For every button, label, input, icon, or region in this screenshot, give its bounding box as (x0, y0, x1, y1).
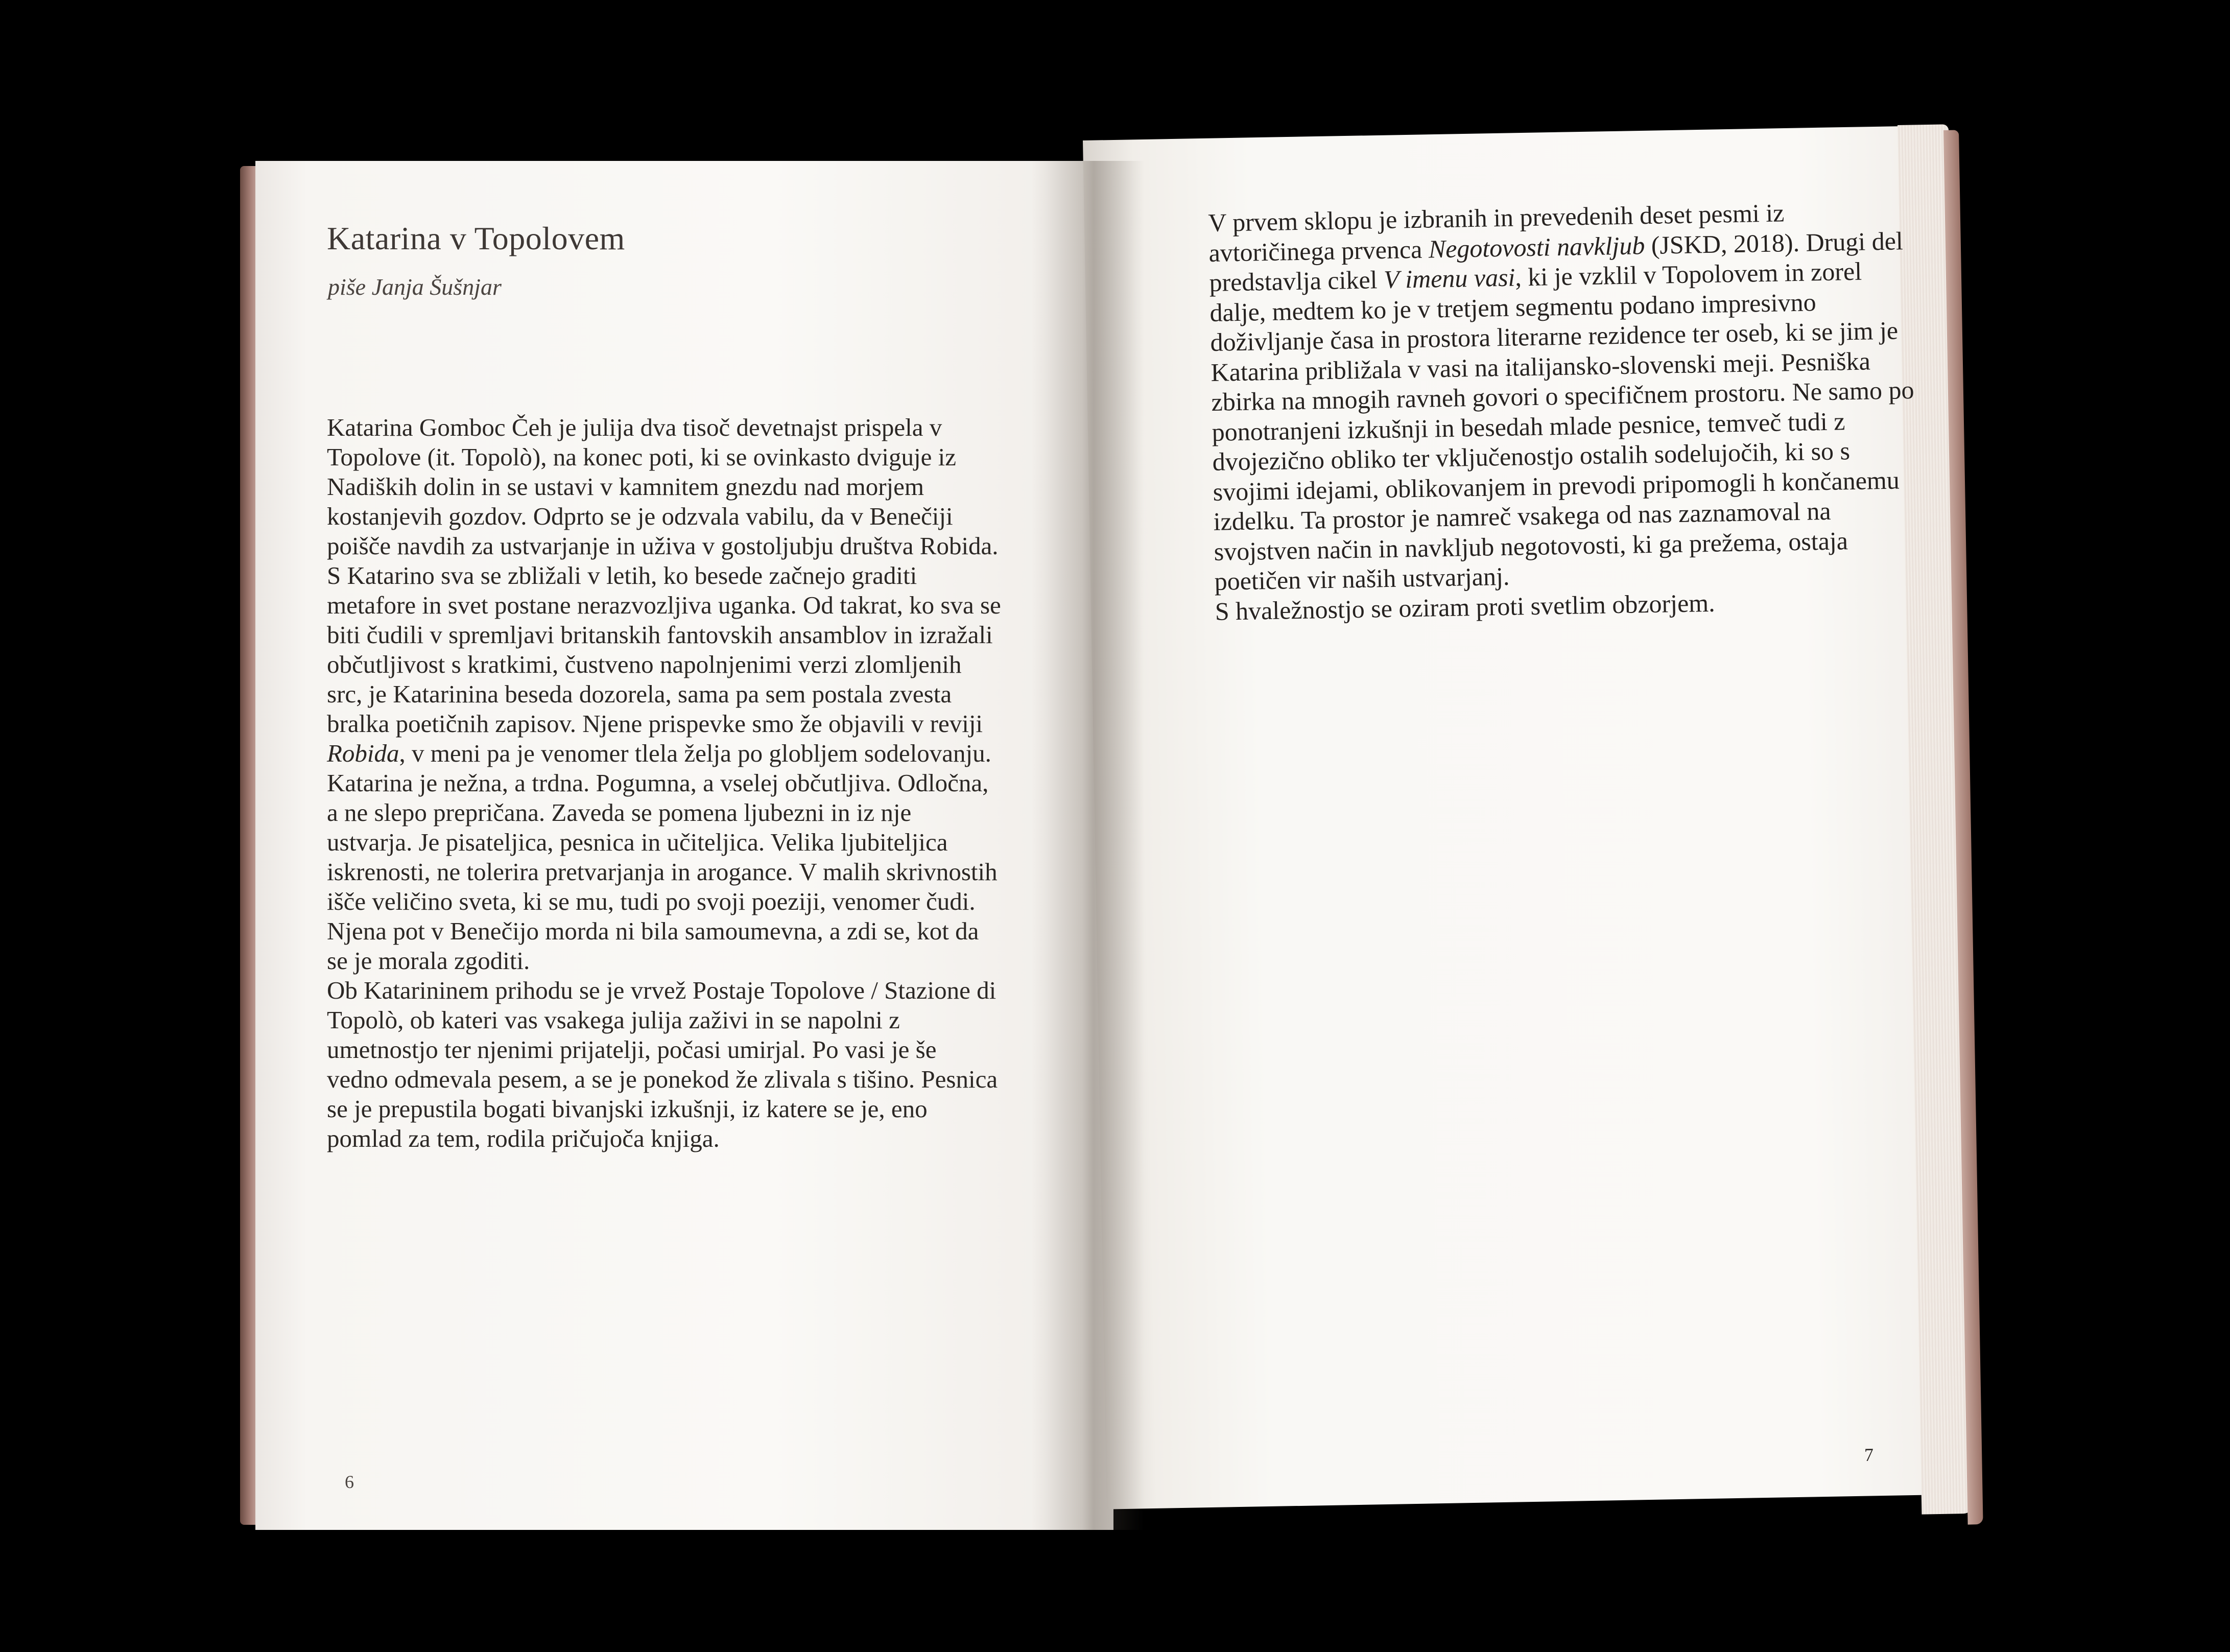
right-page-body (1208, 196, 1920, 626)
text-run: Katarina je nežna, a trdna. Pogumna, a vselej občutljiva. Odločna, a ne slepo prepričana. Zaveda se pomena ljubezni in iz nje ustvarja. Je pisateljica, pesnica in učiteljica. Velika ljubiteljica iskrenosti, ne tolerira pretvarjanja in arogance. V malih skrivnostih išče veličino sveta, ki se mu, tudi po svoji poeziji, venomer čudi. Njena pot v Benečijo morda ni bila samoumevna, a zdi se, kot da se je morala zgoditi. (327, 769, 998, 975)
byline: piše Janja Šušnjar (328, 274, 502, 300)
page-number-left: 6 (345, 1472, 354, 1492)
italic-title: V imenu vasi (1383, 263, 1515, 294)
page-title: Katarina v Topolovem (327, 220, 625, 256)
italic-title: Negotovosti navkljub (1428, 230, 1645, 263)
text-run: S hvaležnostjo se oziram proti svetlim obzorjem. (1215, 588, 1716, 626)
text-run: , v meni pa je venomer tlela želja po globljem sodelovanju. (399, 739, 991, 767)
text-run: V prvem sklopu je izbranih in prevedenih deset pesmi iz avtoričinega prvenca (1208, 198, 1785, 267)
paragraph (327, 413, 1001, 768)
text-run: Ob Katarininem prihodu se je vrvež Postaje Topolove / Stazione di Topolò, ob kateri vas vsakega julija zaživi in se napolni z umetnostjo ter njenimi prijatelji, počasi umirjal. Po vasi je še vedno odmevala pesem, a se je ponekod že zlivala s tišino. Pesnica se je prepustila bogati bivanjski izkušnji, iz katere se je, eno pomlad za tem, rodila pričujoča knjiga. (327, 976, 998, 1152)
paragraph (1208, 196, 1919, 596)
text-run: Katarina Gomboc Čeh je julija dva tisoč devetnajst prispela v Topolove (it. Topolò), na konec poti, ki se ovinkasto dviguje iz Nadiških dolin in se ustavi v kamnitem gnezdu nad morjem kostanjevih gozdov. Odprto se je odzvala vabilu, da v Benečiji poišče navdih za ustvarjanje in uživa v gostoljubju društva Robida. S Katarino sva se zbližali v letih, ko besede začnejo graditi metafore in svet postane nerazvozljiva uganka. Od takrat, ko sva se biti čudili v spremljavi britanskih fantovskih ansamblov in izražali občutljivost s kratkimi, čustveno napolnjenimi verzi zlomljenih src, je Katarinina beseda dozorela, sama pa sem postala zvesta bralka poetičnih zapisov. Njene prispevke smo že objavili v reviji (327, 413, 1001, 738)
book-gutter (1032, 161, 1144, 1530)
text-run: (JSKD, 2018). Drugi del predstavlja cikel (1209, 226, 1904, 297)
paragraph (327, 976, 1001, 1153)
paragraph (327, 768, 1001, 976)
left-page-body (327, 413, 1001, 1153)
italic-title: Robida (327, 739, 399, 767)
open-book (235, 130, 2033, 1535)
text-run: , ki je vzklil v Topolovem in zorel dalje, medtem ko je v tretjem segmentu podano impresivno doživljanje časa in prostora literarne rezidence ter oseb, ki se jim je Katarina približala v vasi na italijansko-slovenski meji. Pesniška zbirka na mnogih ravneh govori o specifičnem prostoru. Ne samo po ponotranjeni izkušnji in besedah mlade pesnice, temveč tudi z dvojezično obliko ter vključenostjo ostalih sodelujočih, ki so s svojimi idejami, oblikovanjem in prevodi pripomogli h končanemu izdelku. Ta prostor je namreč vsakega od nas zaznamoval na svojstven način in navkljub negotovosti, ki ga prežema, ostaja poetičen vir naših ustvarjanj. (1209, 256, 1914, 596)
page-number-right: 7 (1864, 1444, 1874, 1466)
